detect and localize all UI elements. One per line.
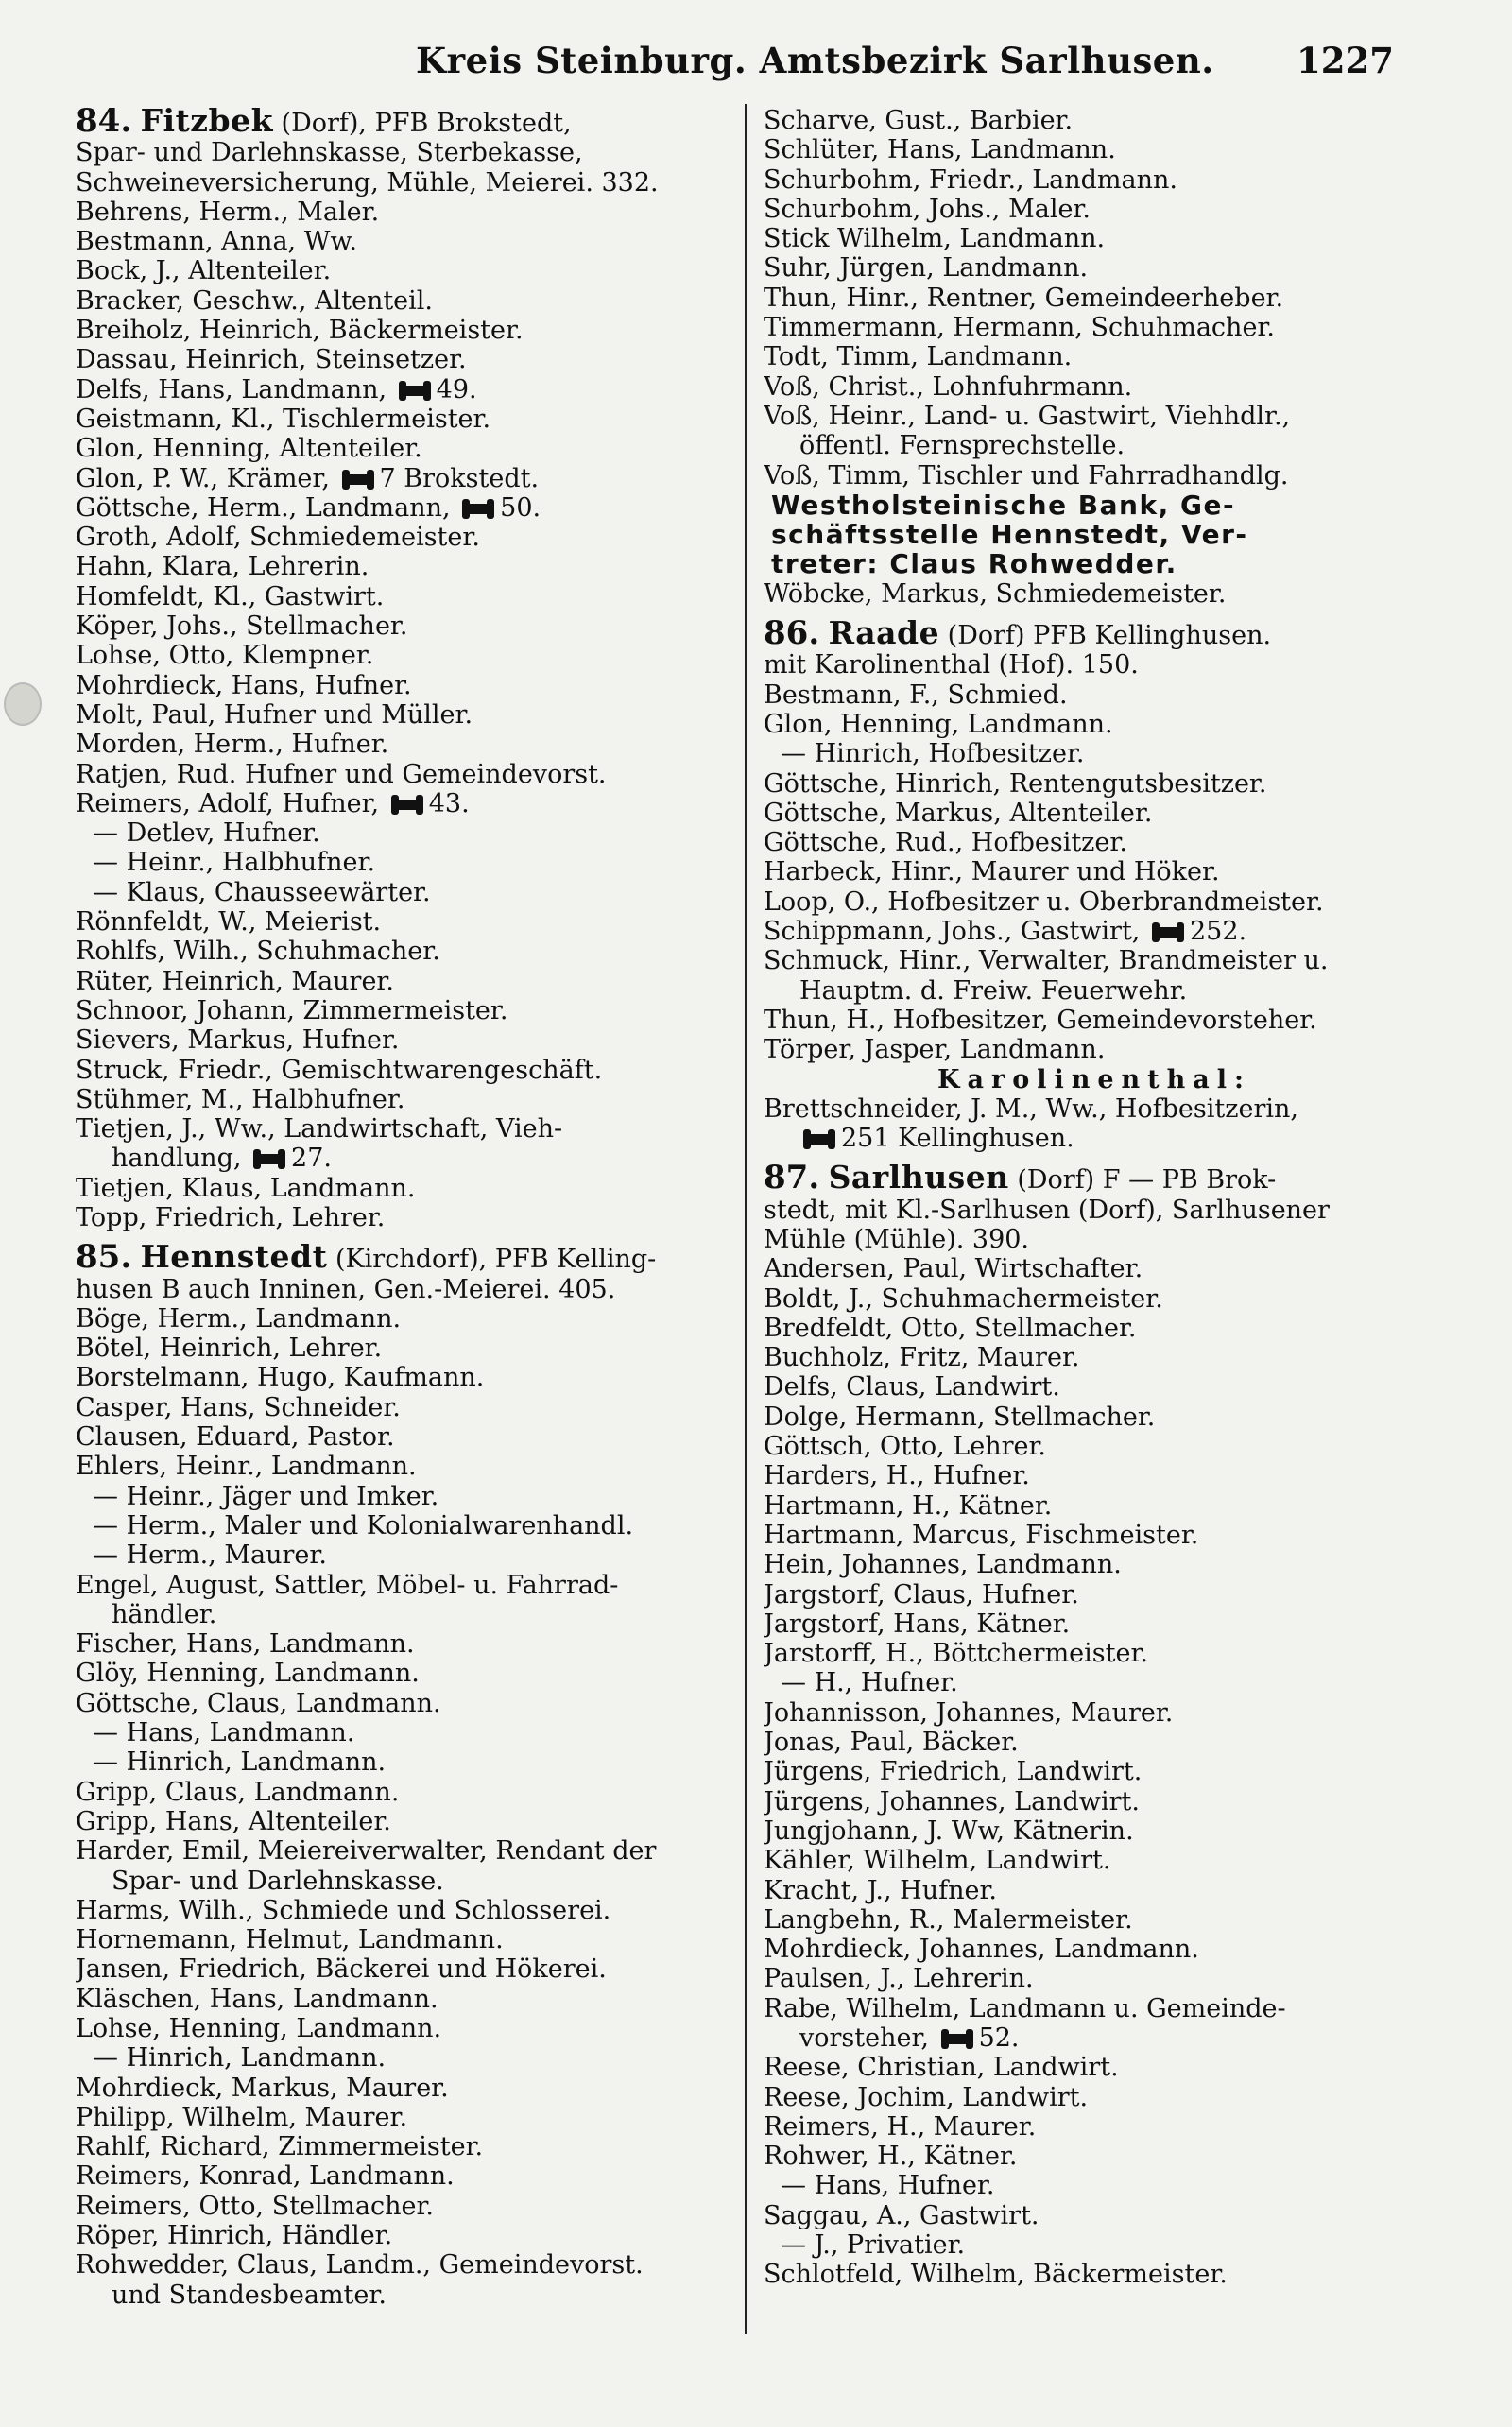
directory-entry: Voß, Timm, Tischler und Fahrradhandlg. [764, 460, 1289, 491]
entry-text: Glon, P. W., Krämer, [76, 463, 338, 493]
column-divider [745, 104, 747, 2334]
directory-entry: Jonas, Paul, Bäcker. [764, 1728, 1019, 1758]
directory-entry: Harders, H., Hufner. [764, 1461, 1030, 1491]
directory-entry: Hartmann, Marcus, Fischmeister. [764, 1520, 1199, 1550]
phone-number: 251 Kellinghusen. [841, 1124, 1074, 1154]
directory-entry: Göttsche, Markus, Altenteiler. [764, 798, 1153, 828]
directory-entry: Bracker, Geschw., Altenteil. [76, 285, 434, 316]
directory-entry: Jansen, Friedrich, Bäckerei und Hökerei. [76, 1954, 607, 1985]
directory-entry: Loop, O., Hofbesitzer u. Oberbrandmeister. [764, 886, 1324, 917]
directory-entry: Delfs, Claus, Landwirt. [764, 1372, 1060, 1403]
directory-entry: Engel, August, Sattler, Möbel- u. Fahrrad- [76, 1570, 619, 1600]
directory-entry: — Hans, Landmann. [93, 1718, 355, 1748]
telephone-icon [805, 1134, 833, 1145]
bank-advert: schäftsstelle Hennstedt, Ver- [771, 519, 1248, 551]
place-description: Schweineversicherung, Mühle, Meierei. 332. [76, 167, 659, 198]
directory-entry: Hahn, Klara, Lehrerin. [76, 552, 369, 582]
section-heading [764, 618, 1425, 650]
place-name: Sarlhusen [828, 1162, 1009, 1196]
directory-entry: Johannisson, Johannes, Maurer. [764, 1697, 1174, 1728]
section-heading [764, 1162, 1425, 1195]
directory-entry: Göttsche, Rud., Hofbesitzer. [764, 828, 1127, 858]
directory-entry: Saggau, A., Gastwirt. [764, 2200, 1040, 2230]
directory-entry: Glöy, Henning, Landmann. [76, 1659, 420, 1689]
place-description: (Kirchdorf), PFB Kelling- [327, 1245, 657, 1275]
directory-entry: Jarstorff, H., Böttchermeister. [764, 1639, 1148, 1669]
directory-entry: Mohrdieck, Johannes, Landmann. [764, 1935, 1199, 1965]
entry-list [76, 1304, 728, 2310]
directory-entry-continued [764, 2023, 1425, 2053]
directory-entry: Gripp, Hans, Altenteiler. [76, 1806, 391, 1836]
phone-number: 50. [500, 492, 541, 523]
directory-entry: Böge, Herm., Landmann. [76, 1303, 402, 1334]
directory-entry: Suhr, Jürgen, Landmann. [764, 253, 1089, 284]
place-description: (Dorf), PFB Brokstedt, [272, 109, 572, 138]
place-description: husen B auch Inninen, Gen.-Meierei. 405. [76, 1274, 616, 1304]
directory-entry: Tietjen, J., Ww., Landwirtschaft, Vieh- [76, 1114, 563, 1145]
directory-entry-continued [764, 1124, 1425, 1153]
directory-entry: — Heinr., Halbhufner. [93, 848, 376, 878]
directory-entry: Jürgens, Johannes, Landwirt. [764, 1786, 1140, 1816]
directory-entry: Dassau, Heinrich, Steinsetzer. [76, 345, 467, 375]
entry-text: handlung, [112, 1144, 250, 1174]
directory-entry-continued: und Standesbeamter. [112, 2280, 387, 2310]
directory-entry: Bredfeldt, Otto, Stellmacher. [764, 1313, 1137, 1343]
telephone-icon [1154, 927, 1182, 938]
directory-entry: Mohrdieck, Markus, Maurer. [76, 2073, 449, 2103]
running-title: Kreis Steinburg. Amtsbezirk Sarlhusen. [416, 40, 1214, 81]
entry-list [764, 1254, 1425, 2289]
directory-entry: Göttsche, Hinrich, Rentengutsbesitzer. [764, 768, 1267, 799]
directory-entry: Schlotfeld, Wilhelm, Bäckermeister. [764, 2260, 1228, 2290]
entry-text: vorsteher, [799, 2023, 937, 2053]
section-number: 87. [764, 1162, 820, 1196]
directory-entry: Rabe, Wilhelm, Landmann u. Gemeinde- [764, 1993, 1286, 2023]
directory-entry: Reimers, H., Maurer. [764, 2111, 1037, 2142]
directory-entry: Reimers, Otto, Stellmacher. [76, 2191, 435, 2221]
directory-entry: — Hans, Hufner. [781, 2171, 995, 2201]
section-86 [764, 618, 1425, 1153]
telephone-icon [943, 2034, 971, 2044]
directory-entry: Jargstorf, Claus, Hufner. [764, 1579, 1079, 1609]
entry-list [76, 198, 728, 1232]
place-description: Spar- und Darlehnskasse, Sterbekasse, [76, 138, 583, 168]
directory-entry: — Hinrich, Landmann. [93, 1747, 387, 1778]
directory-entry: Hornemann, Helmut, Landmann. [76, 1925, 504, 1955]
directory-entry: Fischer, Hans, Landmann. [76, 1629, 415, 1660]
directory-entry: Voß, Heinr., Land- u. Gastwirt, Viehhdlr., [764, 401, 1291, 431]
binding-hole [4, 682, 42, 726]
directory-entry [76, 464, 728, 493]
directory-entry: Gripp, Claus, Landmann. [76, 1777, 400, 1807]
place-description: stedt, mit Kl.-Sarlhusen (Dorf), Sarlhusener [764, 1195, 1330, 1225]
directory-entry: Schmuck, Hinr., Verwalter, Brandmeister u. [764, 946, 1329, 976]
phone-number: 252. [1189, 917, 1247, 947]
directory-entry: Harms, Wilh., Schmiede und Schlosserei. [76, 1895, 611, 1925]
directory-entry: Todt, Timm, Landmann. [764, 342, 1073, 372]
directory-entry [76, 789, 728, 818]
directory-entry: Voß, Christ., Lohnfuhrmann. [764, 371, 1133, 402]
directory-entry: Boldt, J., Schuhmachermeister. [764, 1283, 1163, 1314]
directory-entry [76, 493, 728, 523]
directory-entry: Glon, Henning, Landmann. [764, 709, 1113, 739]
directory-entry: Mohrdieck, Hans, Hufner. [76, 670, 412, 700]
directory-entry: Kläschen, Hans, Landmann. [76, 1984, 438, 2014]
directory-entry-continued [76, 1144, 728, 1173]
phone-number: 27. [291, 1144, 332, 1174]
directory-entry: Borstelmann, Hugo, Kaufmann. [76, 1363, 485, 1393]
directory-entry: Brettschneider, J. M., Ww., Hofbesitzerin, [764, 1093, 1298, 1124]
phone-number: 49. [436, 374, 477, 404]
directory-entry: Köper, Johs., Stellmacher. [76, 611, 408, 642]
directory-entry: Bock, J., Altenteiler. [76, 256, 332, 286]
directory-entry: Röper, Hinrich, Händler. [76, 2221, 393, 2251]
directory-entry: Bestmann, Anna, Ww. [76, 227, 357, 257]
directory-entry-continued: Spar- und Darlehnskasse. [112, 1866, 444, 1896]
directory-entry: Stick Wilhelm, Landmann. [764, 224, 1106, 254]
directory-entry: Thun, Hinr., Rentner, Gemeindeerheber. [764, 283, 1284, 313]
directory-entry: Buchholz, Fritz, Maurer. [764, 1343, 1080, 1373]
directory-entry: Rohwer, H., Kätner. [764, 2142, 1018, 2172]
directory-entry: Langbehn, R., Malermeister. [764, 1904, 1133, 1935]
directory-entry: — Heinr., Jäger und Imker. [93, 1481, 439, 1511]
directory-entry: Paulsen, J., Lehrerin. [764, 1964, 1034, 1994]
section-number: 86. [764, 618, 820, 651]
directory-entry: Timmermann, Hermann, Schuhmacher. [764, 313, 1275, 343]
directory-entry: Wöbcke, Markus, Schmiedemeister. [764, 578, 1227, 609]
section-number: 84. [76, 106, 132, 139]
directory-entry: Molt, Paul, Hufner und Müller. [76, 699, 473, 730]
directory-entry: Jürgens, Friedrich, Landwirt. [764, 1757, 1143, 1787]
directory-entry: — Hinrich, Hofbesitzer. [781, 739, 1085, 769]
directory-entry: Thun, H., Hofbesitzer, Gemeindevorsteher. [764, 1005, 1317, 1035]
directory-entry: Ratjen, Rud. Hufner und Gemeindevorst. [76, 759, 607, 789]
telephone-icon [344, 474, 372, 485]
directory-entry: Groth, Adolf, Schmiedemeister. [76, 523, 480, 553]
directory-entry [764, 917, 1425, 946]
directory-entry: Reimers, Konrad, Landmann. [76, 2161, 455, 2192]
directory-entry: Harbeck, Hinr., Maurer und Höker. [764, 857, 1220, 887]
directory-entry: Struck, Friedr., Gemischtwarengeschäft. [76, 1055, 603, 1085]
directory-entry: Göttsche, Claus, Landmann. [76, 1688, 441, 1718]
directory-entry: — H., Hufner. [781, 1668, 958, 1698]
section-heading [76, 106, 728, 138]
directory-entry: Clausen, Eduard, Pastor. [76, 1422, 395, 1453]
directory-entry: Bestmann, F., Schmied. [764, 680, 1068, 710]
entry-text: Delfs, Hans, Landmann, [76, 374, 395, 404]
directory-entry: — Detlev, Hufner. [93, 818, 320, 849]
right-column [764, 106, 1425, 2290]
directory-entry: Rohwedder, Claus, Landm., Gemeindevorst. [76, 2250, 644, 2281]
directory-entry: Behrens, Herm., Maler. [76, 197, 380, 227]
directory-entry: Dolge, Hermann, Stellmacher. [764, 1402, 1156, 1432]
directory-entry: Lohse, Henning, Landmann. [76, 2014, 442, 2043]
entry-text: Göttsche, Herm., Landmann, [76, 492, 459, 523]
section-85-continued [764, 106, 1425, 609]
place-description: (Dorf) PFB Kellinghusen. [939, 621, 1272, 651]
place-description: mit Karolinenthal (Hof). 150. [764, 650, 1139, 680]
bank-advert: Westholsteinische Bank, Ge- [771, 489, 1236, 521]
directory-entry: Jungjohann, J. Ww, Kätnerin. [764, 1816, 1134, 1846]
directory-entry: Rohlfs, Wilh., Schuhmacher. [76, 937, 440, 967]
place-description: (Dorf) F — PB Brok- [1008, 1165, 1277, 1196]
directory-entry: Hartmann, H., Kätner. [764, 1490, 1053, 1521]
entry-text: Reimers, Adolf, Hufner, [76, 788, 387, 818]
entry-list [764, 680, 1425, 1065]
directory-entry: Homfeldt, Kl., Gastwirt. [76, 581, 385, 611]
directory-entry: Sievers, Markus, Hufner. [76, 1025, 400, 1056]
place-name: Hennstedt [140, 1242, 328, 1275]
directory-entry: Göttsch, Otto, Lehrer. [764, 1432, 1047, 1462]
directory-entry: Breiholz, Heinrich, Bäckermeister. [76, 316, 524, 346]
place-description: Mühle (Mühle). 390. [764, 1224, 1030, 1254]
place-name: Fitzbek [140, 106, 273, 139]
directory-entry: Scharve, Gust., Barbier. [764, 106, 1074, 135]
directory-entry: Topp, Friedrich, Lehrer. [76, 1202, 386, 1232]
directory-entry: Reese, Jochim, Landwirt. [764, 2082, 1089, 2112]
directory-entry: — J., Privatier. [781, 2230, 966, 2261]
directory-entry: Rönnfeldt, W., Meierist. [76, 907, 382, 938]
directory-entry: Glon, Henning, Altenteiler. [76, 434, 422, 464]
phone-number: 7 Brokstedt. [379, 463, 540, 493]
directory-entry: Geistmann, Kl., Tischlermeister. [76, 404, 491, 434]
directory-entry: Rahlf, Richard, Zimmermeister. [76, 2132, 484, 2162]
entry-list [764, 106, 1425, 491]
telephone-icon [401, 386, 429, 396]
directory-entry: — Herm., Maurer. [93, 1541, 327, 1571]
directory-entry: — Hinrich, Landmann. [93, 2043, 387, 2074]
directory-entry: — Herm., Maler und Kolonialwarenhandl. [93, 1510, 634, 1541]
directory-entry: Schurbohm, Johs., Maler. [764, 194, 1091, 224]
directory-entry: Schlüter, Hans, Landmann. [764, 135, 1116, 165]
directory-entry: — Klaus, Chausseewärter. [93, 877, 431, 907]
directory-entry: Hein, Johannes, Landmann. [764, 1550, 1122, 1580]
directory-entry: Kracht, J., Hufner. [764, 1875, 997, 1905]
directory-entry: Harder, Emil, Meiereiverwalter, Rendant der [76, 1836, 657, 1867]
left-column [76, 106, 728, 2310]
directory-entry: Philipp, Wilhelm, Maurer. [76, 2102, 408, 2132]
directory-entry: Bötel, Heinrich, Lehrer. [76, 1334, 383, 1364]
place-name: Raade [828, 618, 940, 651]
directory-entry: Lohse, Otto, Klempner. [76, 641, 374, 671]
page-number: 1227 [1297, 40, 1394, 81]
phone-number: 52. [978, 2023, 1020, 2053]
bank-advert: treter: Claus Rohwedder. [771, 548, 1177, 580]
directory-entry: Ehlers, Heinr., Landmann. [76, 1452, 417, 1482]
section-number: 85. [76, 1242, 132, 1275]
phone-number: 43. [428, 788, 470, 818]
directory-entry: Schnoor, Johann, Zimmermeister. [76, 995, 508, 1025]
directory-entry: Andersen, Paul, Wirtschafter. [764, 1254, 1143, 1284]
section-87 [764, 1162, 1425, 2289]
telephone-icon [255, 1154, 284, 1164]
directory-entry: Jargstorf, Hans, Kätner. [764, 1609, 1071, 1639]
subsection-heading: Karolinenthal: [937, 1064, 1251, 1094]
directory-entry: Stühmer, M., Halbhufner. [76, 1084, 405, 1114]
telephone-icon [464, 504, 492, 514]
directory-entry: Reese, Christian, Landwirt. [764, 2053, 1119, 2083]
directory-entry: Kähler, Wilhelm, Landwirt. [764, 1846, 1111, 1876]
directory-entry: Rüter, Heinrich, Maurer. [76, 966, 394, 996]
directory-entry [76, 375, 728, 404]
telephone-icon [393, 800, 421, 810]
section-85 [76, 1242, 728, 2310]
directory-entry: Schurbohm, Friedr., Landmann. [764, 164, 1177, 195]
section-84 [76, 106, 728, 1232]
directory-entry: Morden, Herm., Hufner. [76, 730, 389, 760]
directory-entry-continued: öffentl. Fernsprechstelle. [799, 431, 1125, 461]
directory-entry-continued: Hauptm. d. Freiw. Feuerwehr. [799, 975, 1188, 1006]
directory-entry: Törper, Jasper, Landmann. [764, 1035, 1106, 1065]
running-head [0, 34, 1512, 91]
directory-entry: Tietjen, Klaus, Landmann. [76, 1173, 416, 1203]
directory-entry: Casper, Hans, Schneider. [76, 1392, 401, 1422]
directory-entry-continued: händler. [112, 1599, 217, 1629]
entry-text: Schippmann, Johs., Gastwirt, [764, 917, 1148, 947]
section-heading [76, 1242, 728, 1274]
